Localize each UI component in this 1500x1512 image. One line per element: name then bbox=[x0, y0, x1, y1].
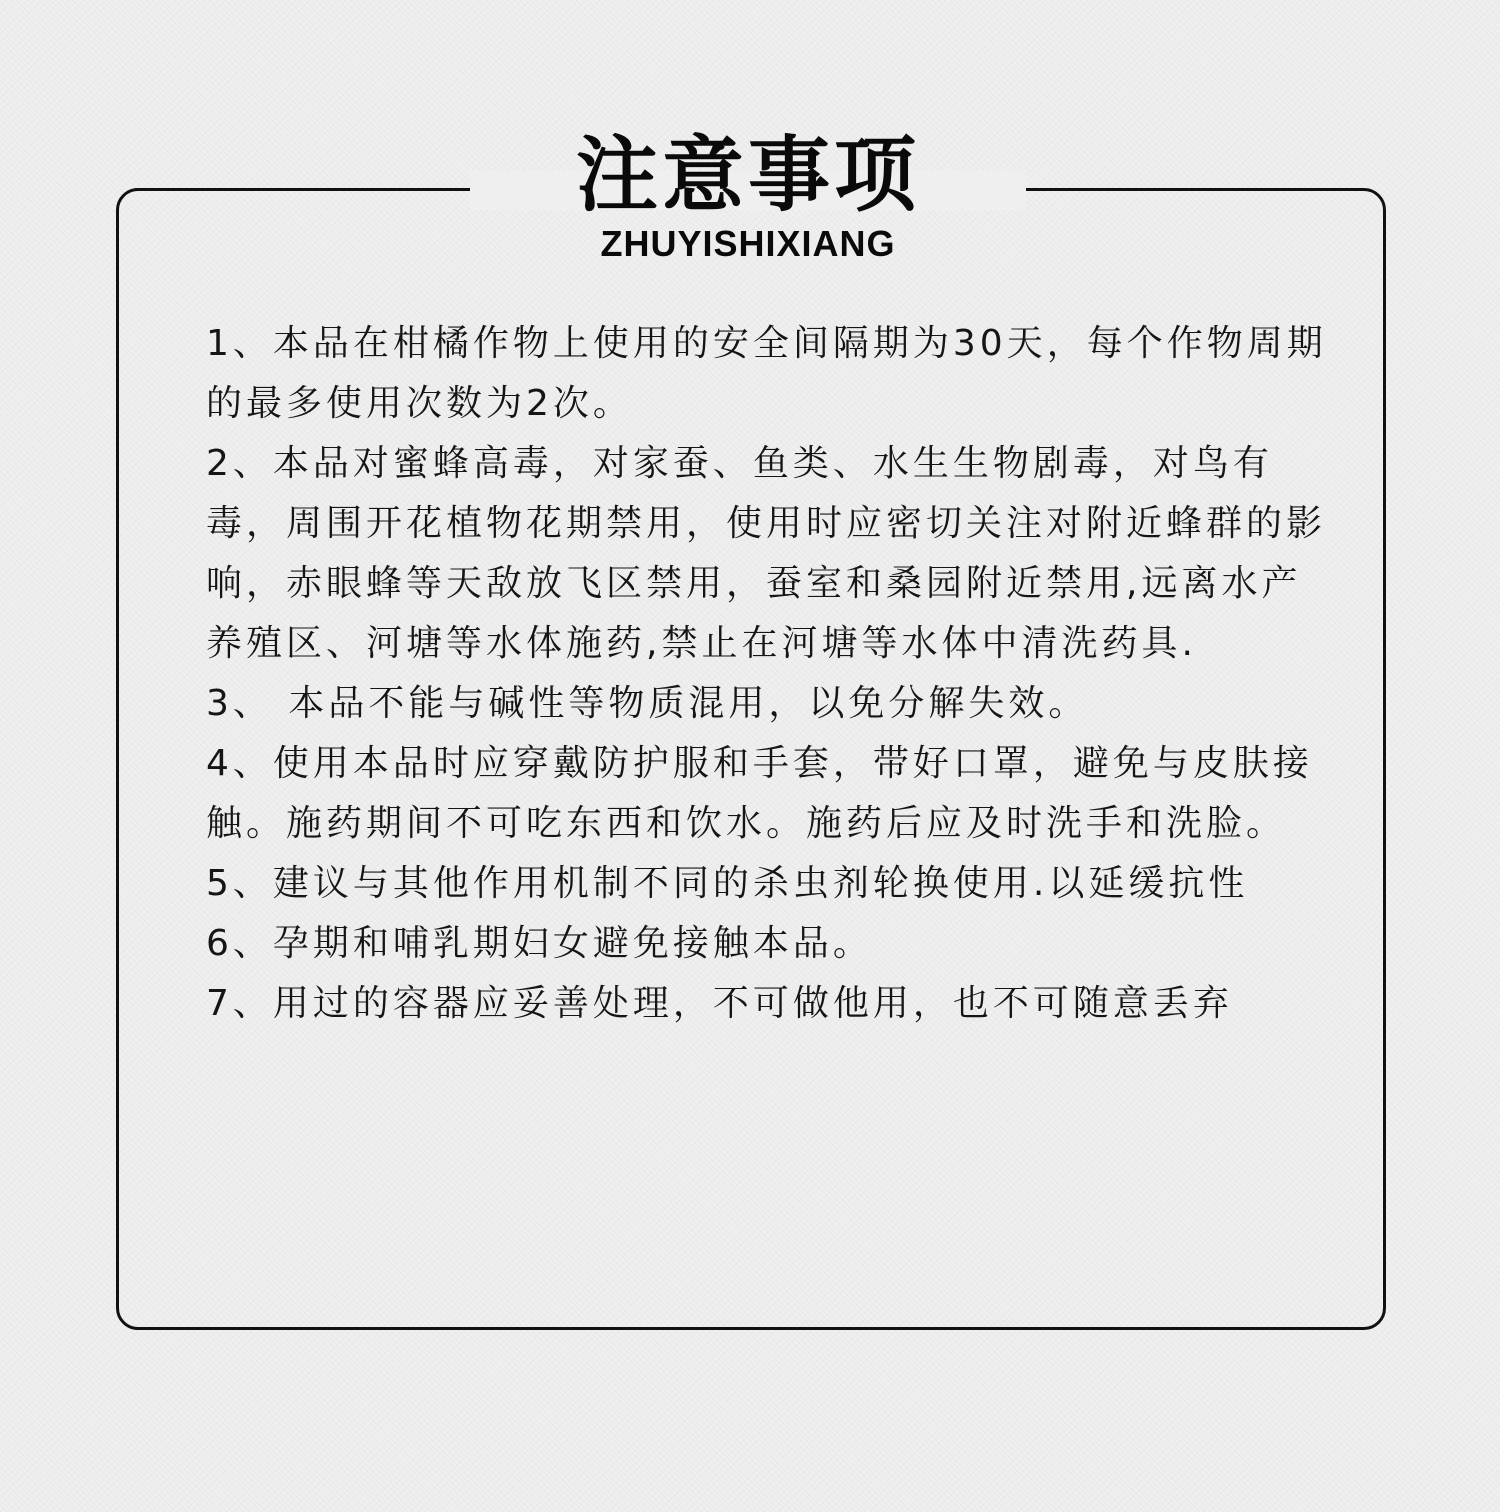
note-item-1: 1、本品在柑橘作物上使用的安全间隔期为30天，每个作物周期的最多使用次数为2次。 bbox=[206, 323, 1327, 424]
note-item-3: 3、 本品不能与碱性等物质混用，以免分解失效。 bbox=[206, 683, 1089, 724]
title-block bbox=[470, 128, 1026, 264]
note-item-5: 5、建议与其他作用机制不同的杀虫剂轮换使用.以延缓抗性 bbox=[206, 863, 1249, 904]
page-subtitle: ZHUYISHIXIANG bbox=[600, 223, 896, 264]
notes-list bbox=[206, 314, 1336, 1034]
note-item-4: 4、使用本品时应穿戴防护服和手套，带好口罩，避免与皮肤接触。施药期间不可吃东西和饮水。施药后应及时洗手和洗脸。 bbox=[206, 743, 1313, 844]
note-item-2: 2、本品对蜜蜂高毒，对家蚕、鱼类、水生生物剧毒，对鸟有毒，周围开花植物花期禁用，使用时应密切关注对附近蜂群的影响，赤眼蜂等天敌放飞区禁用，蚕室和桑园附近禁用,远离水产养殖区、河塘等水体施药,禁止在河塘等水体中清洗药具. bbox=[206, 443, 1327, 664]
note-item-7: 7、用过的容器应妥善处理，不可做他用，也不可随意丢弃 bbox=[206, 983, 1233, 1024]
note-item-6: 6、孕期和哺乳期妇女避免接触本品。 bbox=[206, 923, 873, 964]
page-title: 注意事项 bbox=[575, 128, 920, 223]
